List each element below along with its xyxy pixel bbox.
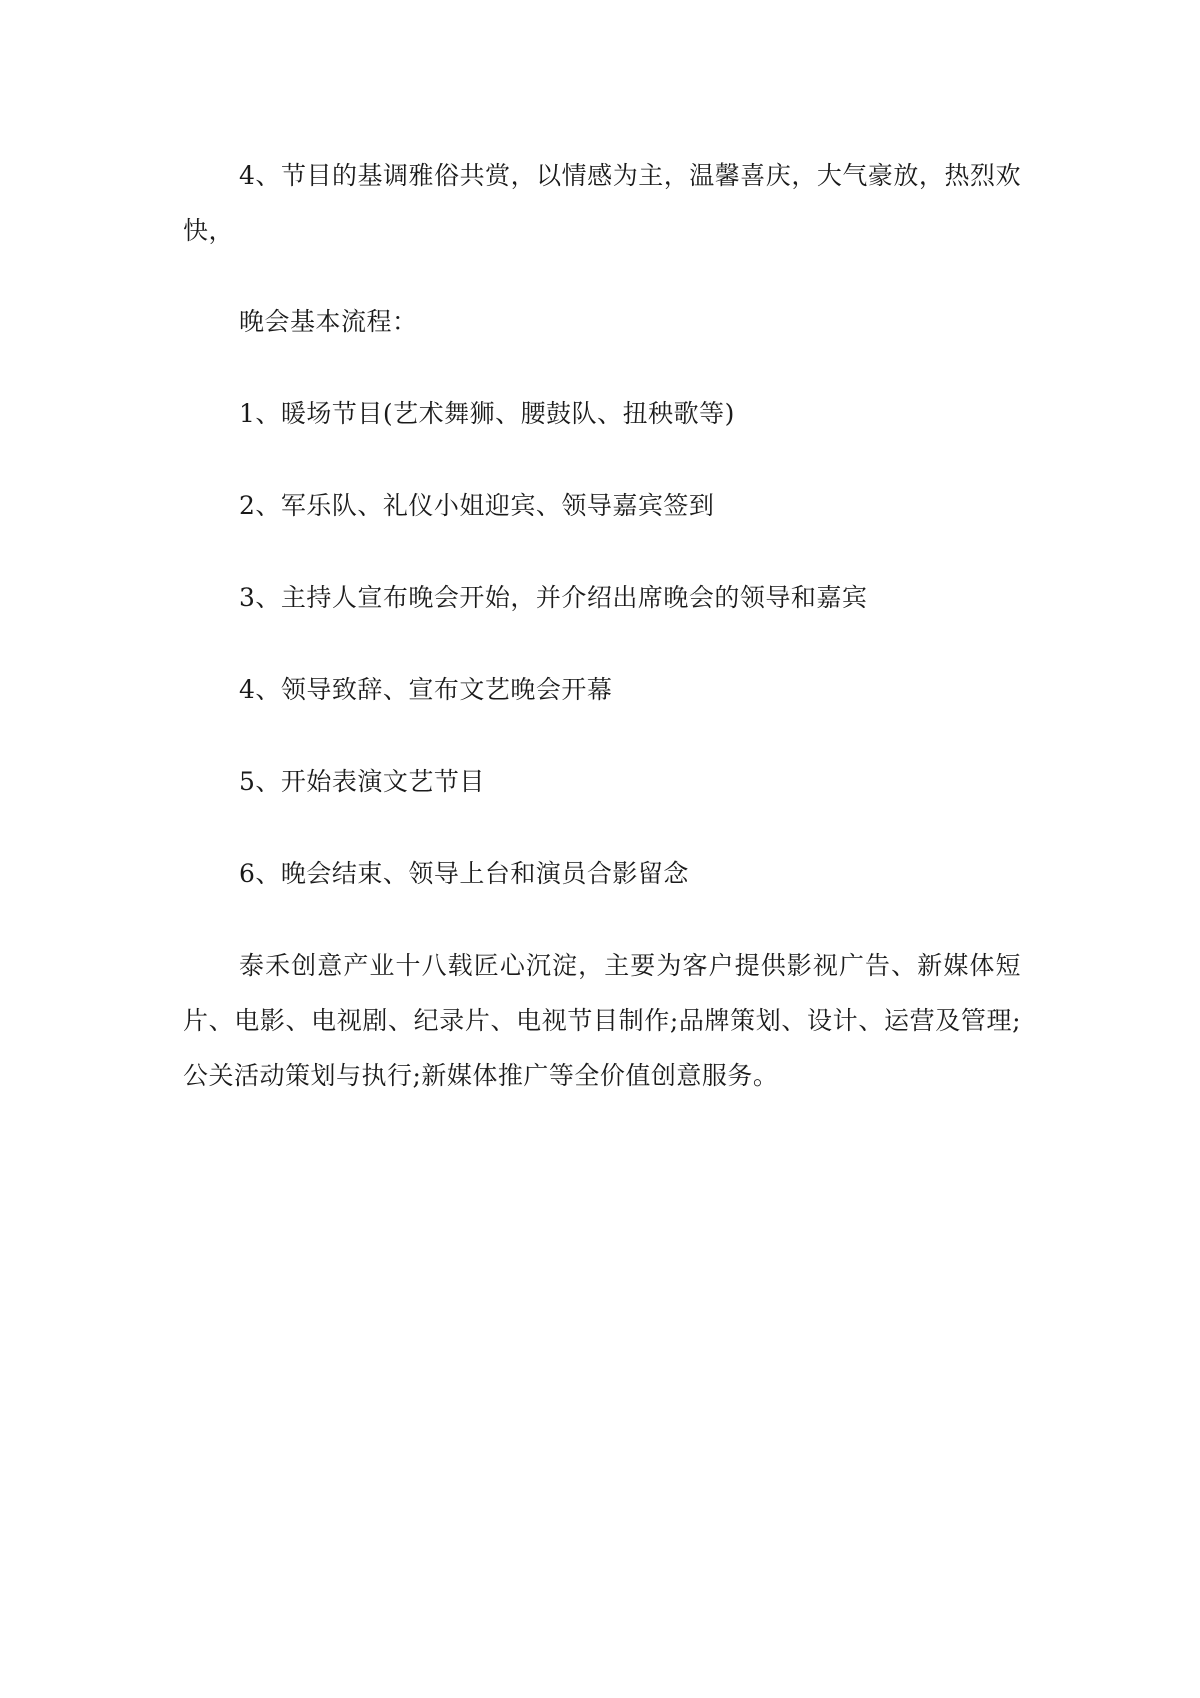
paragraph-program-tone: 4、节目的基调雅俗共赏，以情感为主，温馨喜庆，大气豪放，热烈欢快， <box>183 161 1021 245</box>
paragraph-flow-step-1: 1、暖场节目(艺术舞狮、腰鼓队、扭秧歌等) <box>239 399 735 428</box>
paragraph-flow-step-4: 4、领导致辞、宣布文艺晚会开幕 <box>239 675 613 704</box>
paragraph-flow-step-5: 5、开始表演文艺节目 <box>239 767 485 796</box>
paragraph-company-intro: 泰禾创意产业十八载匠心沉淀，主要为客户提供影视广告、新媒体短片、电影、电视剧、纪录片、电视节目制作;品牌策划、设计、运营及管理;公关活动策划与执行;新媒体推广等全价值创意服务。 <box>183 951 1021 1090</box>
paragraph-flow-step-2: 2、军乐队、礼仪小姐迎宾、领导嘉宾签到 <box>239 491 715 520</box>
document-body <box>183 148 1021 1103</box>
paragraph-flow-step-3: 3、主持人宣布晚会开始，并介绍出席晚会的领导和嘉宾 <box>239 583 868 612</box>
paragraph-flow-step-6: 6、晚会结束、领导上台和演员合影留念 <box>239 859 689 888</box>
paragraph-flow-heading: 晚会基本流程： <box>239 307 418 336</box>
